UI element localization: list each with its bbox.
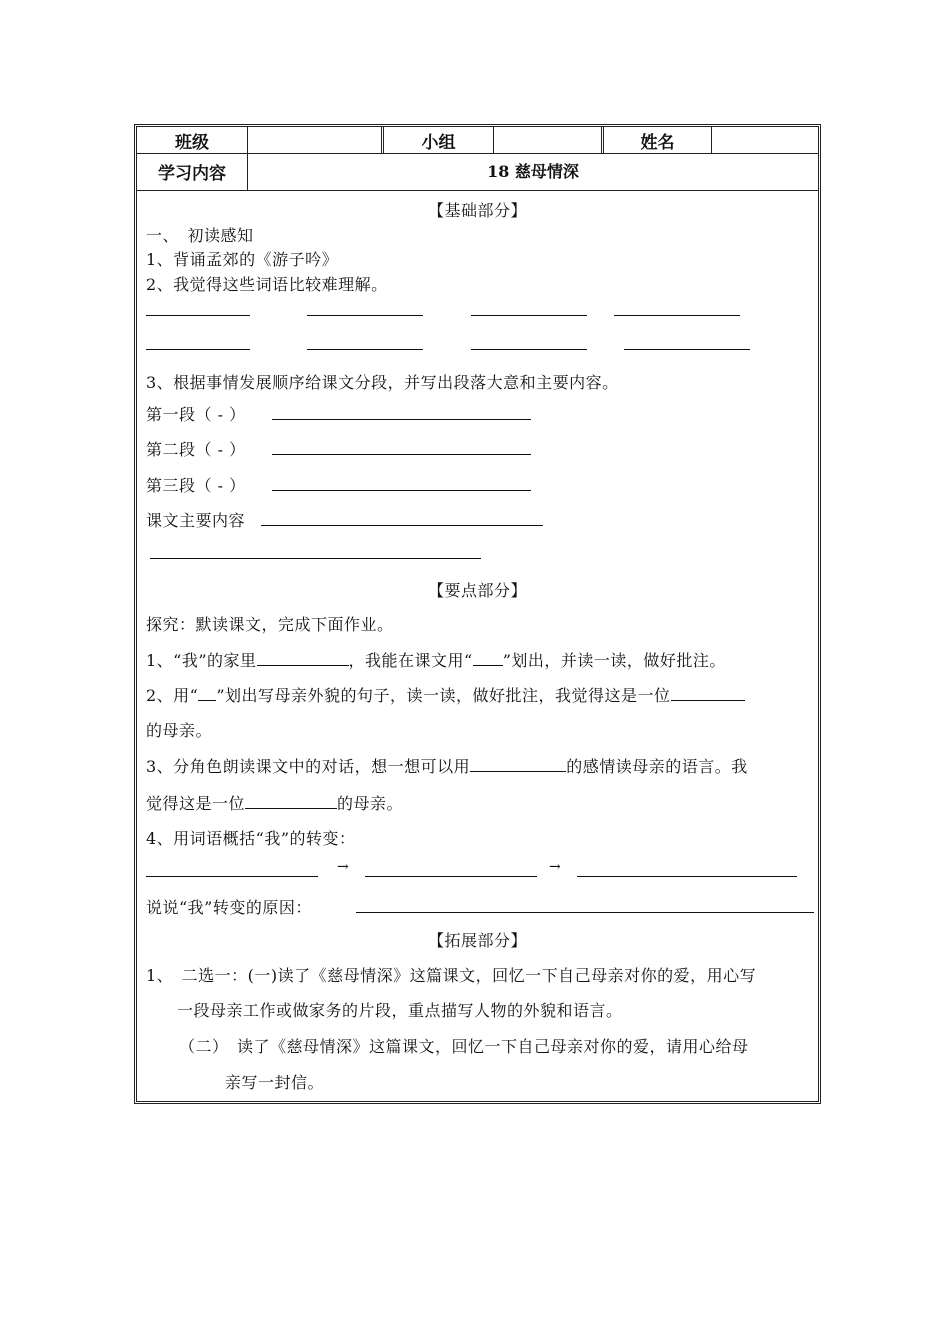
main-content-blank-2[interactable] (150, 558, 481, 559)
word-blank-4[interactable] (614, 315, 740, 316)
key-q1-mark (473, 651, 503, 666)
key-q3-blank-1[interactable] (470, 757, 566, 772)
segment-2-label: 第二段（ - ） (146, 440, 246, 459)
key-q3: 3、分角色朗读课文中的对话，想一想可以用 的感情读母亲的语言。我 (146, 757, 748, 776)
basic-q1: 1、背诵孟郊的《游子吟》 (146, 250, 339, 269)
word-blank-6[interactable] (307, 349, 423, 350)
worksheet-table (134, 124, 821, 1104)
segment-3-label: 第三段（ - ） (146, 476, 246, 495)
key-q3-blank-2[interactable] (245, 794, 337, 809)
segment-3-blank[interactable] (272, 490, 531, 491)
change-blank-3[interactable] (577, 876, 797, 877)
extend-q1-line3: （二） 读了《慈母情深》这篇课文，回忆一下自己母亲对你的爱，请用心给母 (179, 1037, 749, 1056)
basic-item-one: 一、 初读感知 (146, 226, 254, 245)
content-label: 学习内容 (137, 153, 248, 190)
key-q1: 1、“我”的家里 ，我能在课文用“ ”划出，并读一读，做好批注。 (146, 651, 726, 670)
key-q3-line2: 觉得这是一位 的母亲。 (146, 794, 404, 813)
key-q4: 4、用词语概括“我”的转变： (146, 829, 356, 848)
key-q2-mark (198, 686, 216, 701)
key-q1-blank[interactable] (257, 651, 349, 666)
name-field[interactable] (712, 127, 818, 153)
extend-q1-line4: 亲写一封信。 (225, 1073, 325, 1092)
word-blank-1[interactable] (146, 315, 250, 316)
change-blank-1[interactable] (146, 876, 318, 877)
extend-heading: 【拓展部分】 (427, 931, 527, 950)
class-label: 班级 (137, 127, 248, 153)
basic-q2: 2、我觉得这些词语比较难理解。 (146, 275, 388, 294)
key-heading: 【要点部分】 (427, 581, 527, 600)
extend-q1-line2: 一段母亲工作或做家务的片段，重点描写人物的外貌和语言。 (177, 1001, 623, 1020)
name-label: 姓名 (604, 127, 712, 153)
word-blank-7[interactable] (471, 349, 587, 350)
key-intro: 探究：默读课文，完成下面作业。 (146, 615, 394, 634)
group-label: 小组 (384, 127, 494, 153)
group-field[interactable] (494, 127, 604, 153)
reason-blank[interactable] (356, 912, 814, 913)
main-content-label: 课文主要内容 (146, 511, 246, 530)
key-q2-blank[interactable] (671, 686, 745, 701)
key-q2: 2、用“ ”划出写母亲外貌的句子，读一读，做好批注，我觉得这是一位 (146, 683, 745, 706)
key-q2-tail: 的母亲。 (146, 721, 213, 740)
arrow-icon: → (549, 859, 561, 875)
segment-1-label: 第一段（ - ） (146, 405, 246, 424)
lesson-title: 18 慈母情深 (487, 162, 579, 181)
segment-2-blank[interactable] (272, 454, 531, 455)
class-field[interactable] (248, 127, 384, 153)
basic-heading: 【基础部分】 (427, 201, 527, 220)
reason-label: 说说“我”转变的原因： (146, 898, 312, 917)
header-row-content (137, 153, 818, 191)
segment-1-blank[interactable] (272, 419, 531, 420)
main-content-blank-1[interactable] (261, 525, 543, 526)
word-blank-3[interactable] (471, 315, 587, 316)
extend-q1-line1: 1、 二选一：(一)读了《慈母情深》这篇课文，回忆一下自己母亲对你的爱，用心写 (146, 966, 757, 985)
word-blank-5[interactable] (146, 349, 250, 350)
word-blank-2[interactable] (307, 315, 423, 316)
header-row-info (137, 127, 818, 154)
basic-q3: 3、根据事情发展顺序给课文分段，并写出段落大意和主要内容。 (146, 373, 619, 392)
arrow-icon: → (337, 859, 349, 875)
word-blank-8[interactable] (624, 349, 750, 350)
change-blank-2[interactable] (365, 876, 537, 877)
